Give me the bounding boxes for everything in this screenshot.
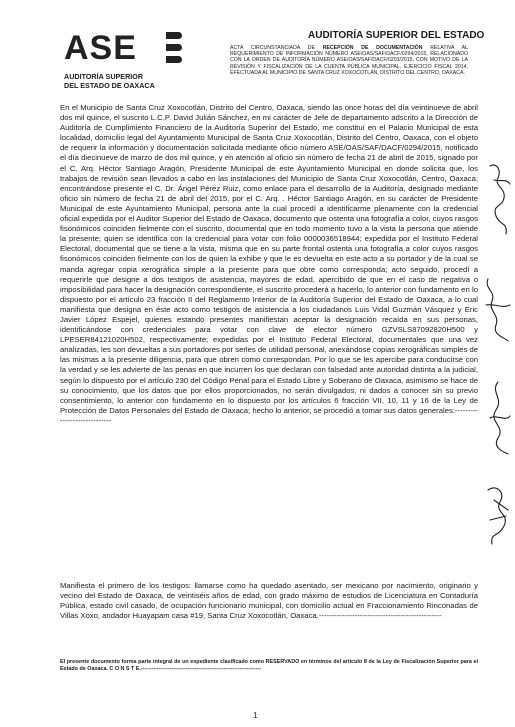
logo-text: ASE	[64, 29, 137, 67]
logo-subtitle-2: DEL ESTADO DE OAXACA	[64, 81, 155, 90]
organization-title: AUDITORÍA SUPERIOR DEL ESTADO	[308, 30, 485, 41]
footer-note: El presente documento forma parte integral de un expediente clasificado como RESERVADO en términos del artículo 8 de la Ley de Fiscalización Superior para el Estado de Oaxaca. C O N S T E.-------------------------------------------------------------------	[60, 659, 478, 672]
ase-logo	[64, 28, 184, 96]
signature-mark-1	[486, 160, 514, 240]
main-paragraph	[60, 103, 478, 426]
document-heading-note	[230, 45, 468, 76]
logo-subtitle-1: AUDITORÍA SUPERIOR	[64, 72, 144, 81]
heading-note-rest: RELATIVA AL REQUERIMIENTO DE INFORMACIÓN NÚMERO ASE/OAS/SAF/DACF/0294/2015, RELACIONADO CON LA ORDEN DE AUDITORÍA NÚMERO ASE/OAS/SAF/DACF/0203/2015, CON MOTIVO DE LA REVISIÓN Y FISCALIZACIÓN DE LA CUENTA PÚBLICA MUNICIPAL, EJERCICIO FISCAL 2014, EFECTUADA AL MUNICIPIO DE SANTA CRUZ XOXOCOTLÁN, DISTRITO DEL CENTRO, OAXACA.	[230, 45, 468, 76]
signature-mark-4	[484, 480, 514, 550]
logo-bars-icon	[166, 32, 182, 66]
signature-mark-2	[482, 275, 514, 345]
witness-paragraph-text: Manifiesta el primero de los testigos: llamarse como ha quedado asentado, ser mexicano por nacimiento, originario y vecino del Estado de Oaxaca, de veintiséis años de edad, con grado máximo de estudios de Licenciatura en Contaduría Pública, estado civil casado, de ocupación funcionario municipal, con domicilio actual en Fraccionamiento Rinconadas de Villas Xoxo, andador Huayapam casa #19, Santa Cruz Xoxocotlán, Oaxaca.------------------------------------------------	[60, 581, 478, 621]
signature-mark-3	[484, 378, 514, 458]
heading-note-bold: RECEPCIÓN DE DOCUMENTACIÓN	[322, 45, 423, 51]
main-paragraph-text: En el Municipio de Santa Cruz Xoxocotlán, Distrito del Centro, Oaxaca, siendo las once horas del día veintinueve de abril dos mil quince, el suscrito L.C.P. David Julián Sánchez, en mi carácter de Jefe de departamento adscrito a la Dirección de Auditoría de Cumplimiento Financiero de la Auditoría Superior del Estado, me constituí en el Palacio Municipal de esta localidad, domicilio legal del Ayuntamiento Municipal de Santa Cruz Xoxocotlán, Distrito del Centro, Oaxaca, con el objeto de requerir la información y documentación solicitada mediante oficio número ASE/OAS/SAF/DACF/0294/2015, notificado el día diecinueve de marzo de dos mil quince, y en atención al oficio sin número de fecha 21 de abril de 2015, signado por el C. Arq. Héctor Santiago Aragón, Presidente Municipal de este Ayuntamiento Municipal en donde solicita que, los trabajos de revisión sean llevados a cabo en las instalaciones del Municipio de Santa Cruz Xoxocotlán, Centro, Oaxaca; encontrándose presente el C. Dr. Ángel Pérez Ruiz, como enlace para el desarrollo de la Auditoría, designado mediante oficio sin número de fecha 21 de abril del 2015, por el C. Arq. . Héctor Santiago Aragón, en su carácter de Presidente Municipal de este Ayuntamiento Municipal, persona ante la cual procedí a identificarme plenamente con la credencial oficial expedida por el Auditor Superior del Estado de Oaxaca, documento que ostenta una fotografía a color, cuyos rasgos fisonómicos coinciden fielmente con el suscrito, documental que en todo momento tuvo a la vista la persona que atiende la presente; quien se identifica con la credencial para votar con folio 0000036518944; expedida por el Instituto Federal Electoral, documental que se tiene a la vista, misma que en su parte frontal ostenta una fotografía a color cuyos rasgos fisonómicos coinciden fielmente con los de quien la exhibe y que le es devuelta en este acto a su portador y de la cual se manda agregar copia xerográfica simple a la presente para que obre como corresponda; acto seguido, procedí a requerirle que designe a dos testigos de asistencia, mayores de edad, apercibido de que en el caso de negativa o imposibilidad para hacer la designación correspondiente, el suscrito procederá a hacerlo, lo anterior con fundamento en lo dispuesto por el artículo 23 fracción II del Reglamento Interior de la Auditoría Superior del Estado de Oaxaca, a lo cual manifiesta que designa en éste acto como testigos de asistencia a los ciudadanos Luis Vidal Guzmán Vásquez y Eric Javier López Espejel, quienes estando presentes manifiestan aceptar la designación recaída en sus personas, identificándose con credenciales para votar con clave de elector número GZVSLS87092820H500 y LPESER84121020H502, respectivamente; expedidas por el Instituto Federal Electoral, documentales que una vez analizadas, les son devueltas a sus portadores por serles de utilidad personal, anexándose copias xerográficas simples de las mismas a la presente diligencia, para que obren como correspondan. Por lo que se les apercibe para conducirse con la verdad y se les advierte de las penas en que incurren los que declaran con falsedad ante autoridad distinta a la judicial, según lo dispuesto por el artículo 230 del Código Penal para el Estado Libre y Soberano de Oaxaca, asimismo se hace de su conocimiento, que los datos que por ellos proporcionados, no serán divulgados, ni dados a conocer sin su previo consentimiento, lo anterior con fundamento en lo dispuesto por los artículos 6 fracción VII, 10, 11 y 16 de la Ley de Protección de Datos Personales del Estado de Oaxaca; hecho lo anterior, se procedió a tomar sus datos generales:-----------------------------	[60, 103, 478, 425]
heading-note-prefix: ACTA CIRCUNSTANCIADA DE	[230, 45, 315, 51]
witness-paragraph	[60, 581, 478, 621]
page-number: 1	[253, 711, 258, 720]
